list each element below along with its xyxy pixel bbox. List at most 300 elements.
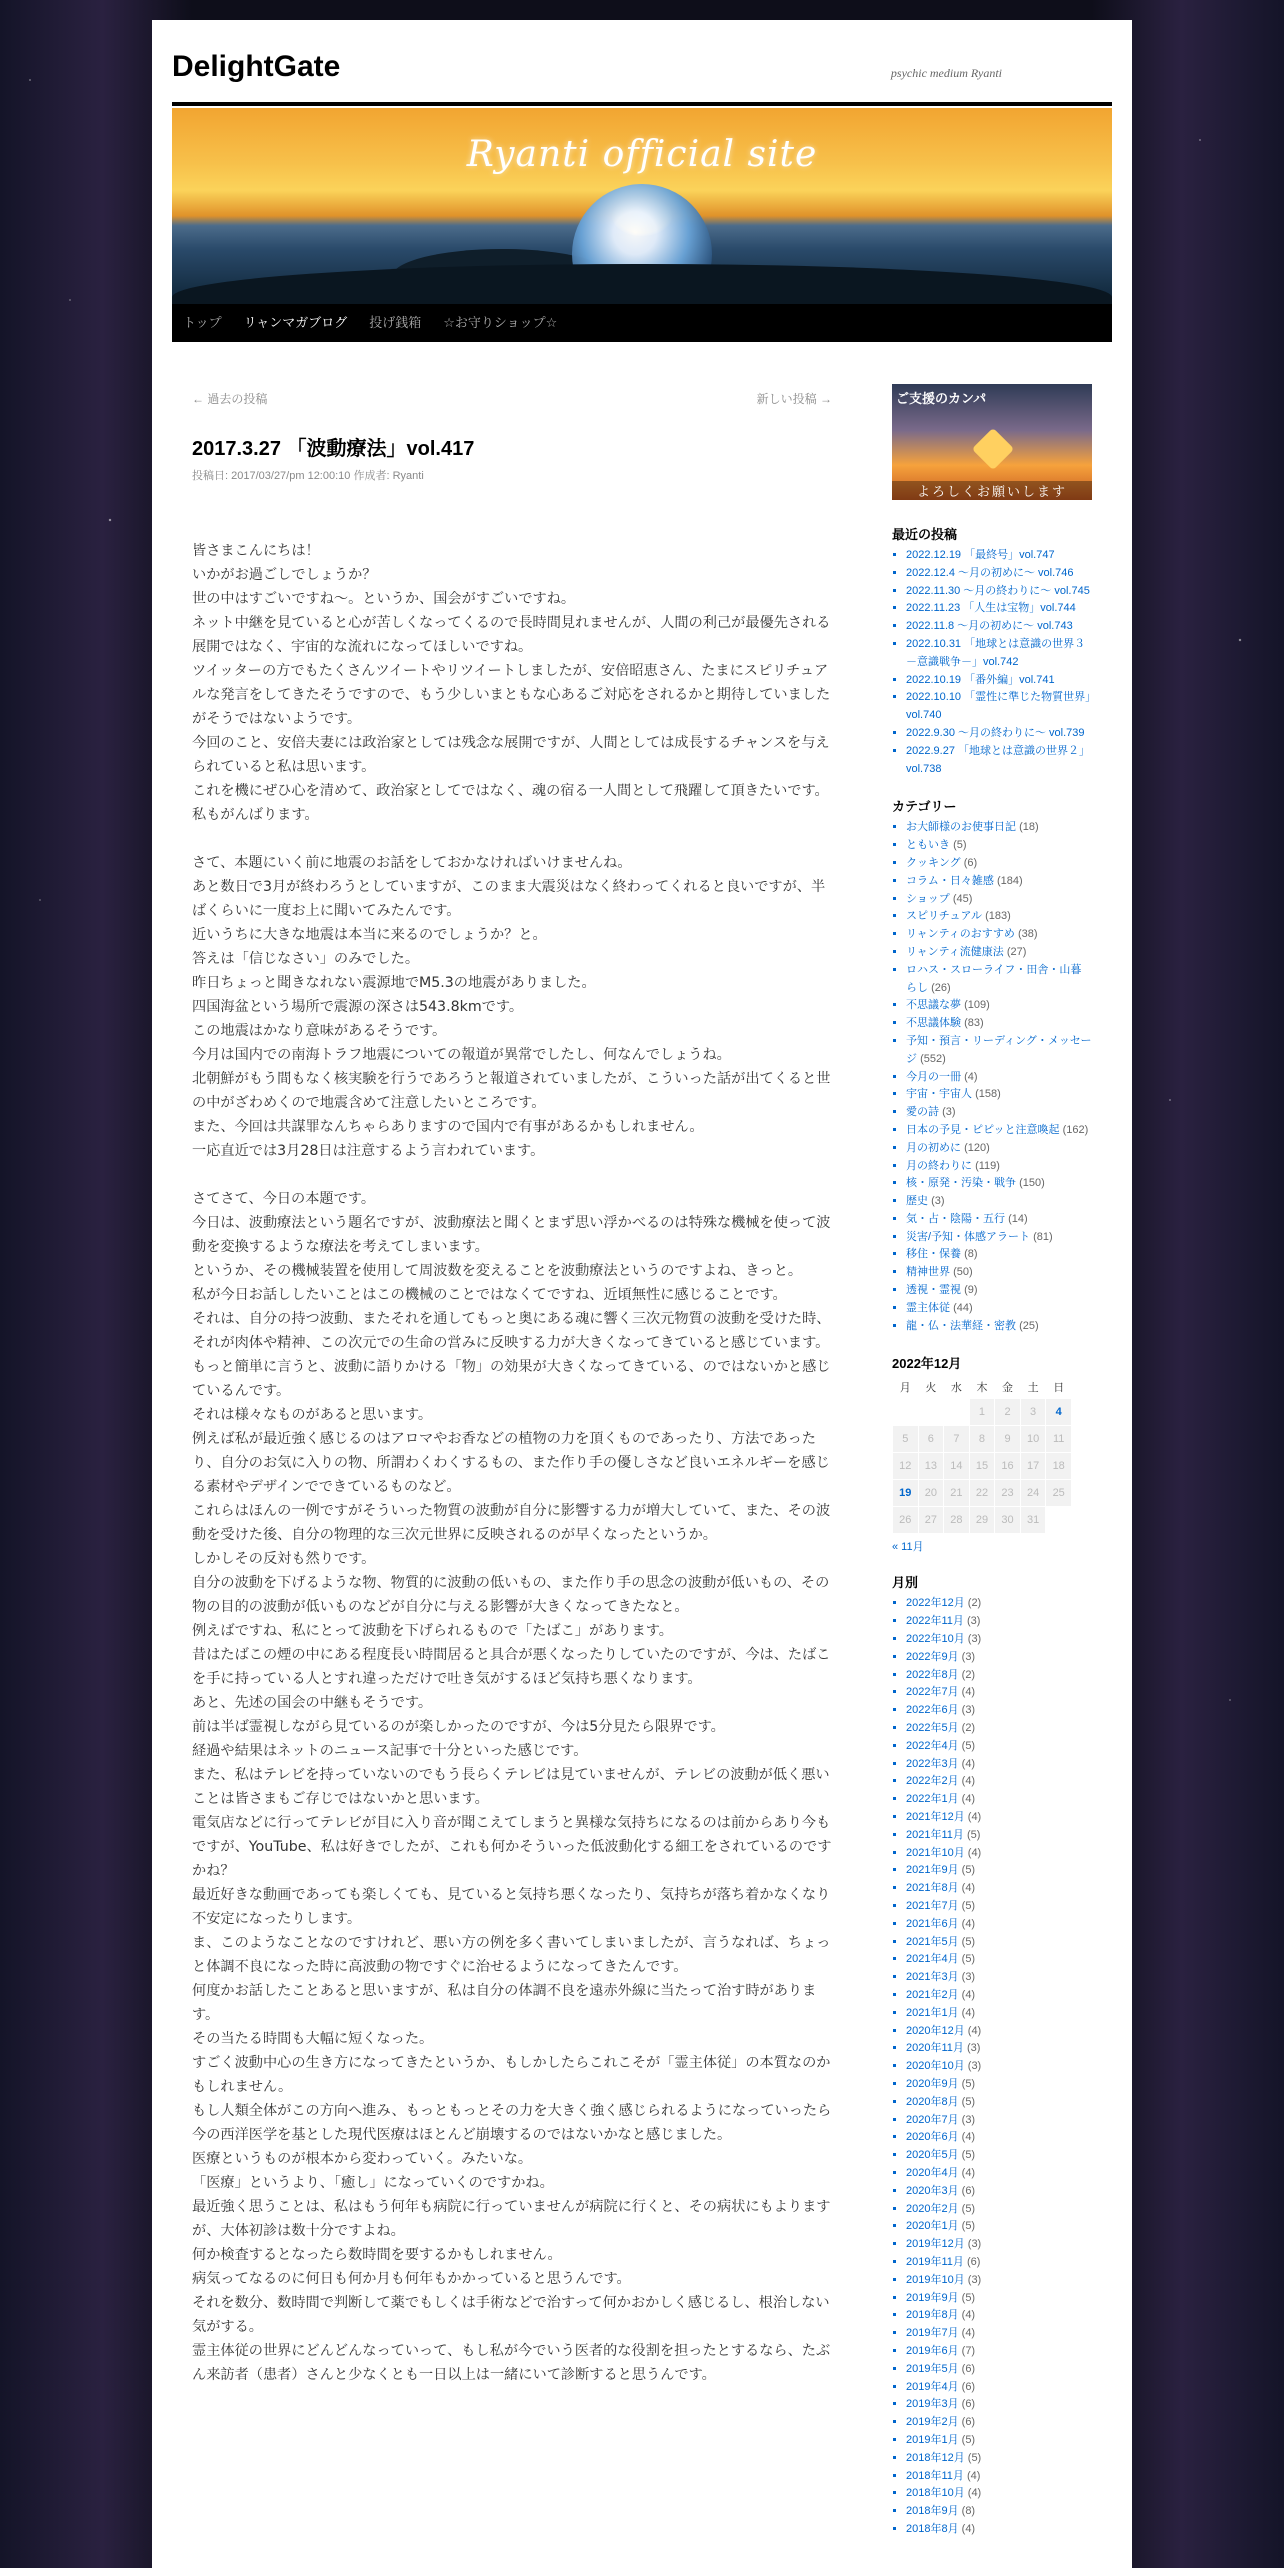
post-title: 2017.3.27 「波動療法」vol.417: [192, 438, 475, 460]
archive-item[interactable]: [906, 2094, 1092, 2112]
archive-count: (2): [967, 1597, 982, 1610]
archive-item[interactable]: [906, 2290, 1092, 2308]
category-count: (183): [985, 910, 1011, 923]
archive-item[interactable]: [906, 2112, 1092, 2130]
post-paragraph: 今回のこと、安倍夫妻には政治家としては残念な展開ですが、人間としては成長するチャンスを与えられていると私は思います。: [192, 735, 830, 775]
post-paragraph: ネット中継を見ていると心が苦しくなってくるので長時間見れませんが、人間の利己が最優先される展開ではなく、宇宙的な流れになってほしいですね。: [192, 615, 831, 655]
archive-count: (5): [961, 1864, 976, 1877]
calendar-day: 12: [893, 1453, 919, 1480]
archive-month[interactable]: 2019年9月: [906, 2291, 959, 2304]
calendar-weekday: 水: [950, 1382, 962, 1395]
archive-item[interactable]: [906, 2450, 1092, 2468]
category-item[interactable]: [906, 1140, 1092, 1158]
archive-item[interactable]: [906, 2272, 1092, 2290]
banner-ground: [172, 264, 1112, 304]
archive-item[interactable]: [906, 2503, 1092, 2521]
calendar-day: 27: [918, 1507, 944, 1534]
archive-month[interactable]: 2020年12月: [906, 2024, 965, 2037]
archive-count: (5): [961, 2433, 976, 2446]
archive-count: (3): [961, 1650, 976, 1663]
archive-item[interactable]: [906, 2218, 1092, 2236]
category-item[interactable]: [906, 1211, 1092, 1229]
archive-month[interactable]: 2018年11月: [906, 2469, 964, 2482]
archive-month[interactable]: 2021年11月: [906, 1828, 964, 1841]
archives-title: 月別: [892, 1575, 919, 1591]
archive-count: (2): [961, 1668, 976, 1681]
post-paragraph: 電気店などに行ってテレビが目に入り音が聞こえてしまうと異様な気持ちになるのは前からあり今もですが、YouTube、私は好きでしたが、これも何かそういった低波動化する細工をされているのですかね？: [192, 1815, 832, 1879]
post-paragraph: 病気ってなるのに何日も何か月も何年もかかっていると思うんです。: [192, 2271, 631, 2287]
category-item[interactable]: [906, 944, 1092, 962]
archive-month[interactable]: 2019年5月: [906, 2362, 959, 2375]
archive-item[interactable]: [906, 1987, 1092, 2005]
previous-post-link[interactable]: ← 過去の投稿: [192, 392, 268, 406]
category-item[interactable]: [906, 1122, 1092, 1140]
category-item[interactable]: [906, 1318, 1092, 1336]
calendar-day: 14: [944, 1453, 970, 1480]
category-name[interactable]: リャンティ流健康法: [906, 945, 1004, 958]
post-paragraph: 近いうちに大きな地震は本当に来るのでしょうか？と。: [192, 927, 547, 943]
category-name[interactable]: 月の終わりに: [906, 1159, 972, 1172]
post-paragraph: 自分の波動を下げるような物、物質的に波動の低いもの、また作り手の思念の波動が低いもの、その物の目的の波動が低いものなどが自分に与える影響が大きくなってきたなと。: [192, 1575, 830, 1615]
archive-month[interactable]: 2021年3月: [906, 1971, 959, 1984]
archive-item[interactable]: [906, 2307, 1092, 2325]
archive-month[interactable]: 2020年5月: [906, 2149, 959, 2162]
site-title[interactable]: DelightGate: [172, 50, 341, 83]
archive-month[interactable]: 2022年11月: [906, 1615, 964, 1628]
archive-count: (4): [961, 1775, 976, 1788]
calendar-day: 15: [969, 1453, 995, 1480]
calendar-day[interactable]: 4: [1046, 1399, 1072, 1426]
archive-item[interactable]: [906, 1880, 1092, 1898]
archive-month[interactable]: 2020年6月: [906, 2131, 959, 2144]
site-description: psychic medium Ryanti: [890, 66, 1002, 80]
category-item[interactable]: [906, 926, 1092, 944]
calendar-day: 20: [918, 1480, 944, 1507]
category-count: (109): [964, 999, 990, 1012]
archive-count: (5): [966, 1828, 981, 1841]
category-item[interactable]: [906, 891, 1092, 909]
category-count: (81): [1033, 1230, 1053, 1243]
archive-month[interactable]: 2018年12月: [906, 2451, 965, 2464]
post-paragraph: この地震はかなり意味があるそうです。: [192, 1023, 447, 1039]
archive-item[interactable]: [906, 1916, 1092, 1934]
archive-count: (4): [961, 2166, 976, 2179]
archive-count: (4): [967, 1811, 982, 1824]
category-name[interactable]: 気・占・陰陽・五行: [906, 1212, 1005, 1225]
archive-month[interactable]: 2022年10月: [906, 1633, 965, 1646]
category-item[interactable]: [906, 1193, 1092, 1211]
category-item[interactable]: [906, 1158, 1092, 1176]
nav-item[interactable]: リャンマガブログ: [243, 315, 348, 330]
archive-count: (5): [961, 2149, 976, 2162]
calendar-prev-month-link[interactable]: « 11月: [892, 1541, 924, 1554]
archive-item[interactable]: [906, 2521, 1092, 2539]
calendar-day: 23: [995, 1480, 1021, 1507]
archive-count: (2): [961, 1722, 976, 1735]
post-paragraph: これらはほんの一例ですがそういった物質の波動が自分に影響する力が増大していて、また、その波動を受けた後、自分の物理的な三次元世界に反映されるのが早くなったというか。: [192, 1503, 831, 1543]
category-name[interactable]: 歴史: [906, 1195, 928, 1208]
heart-icon: [972, 428, 1014, 470]
calendar-weekday: 木: [976, 1382, 988, 1395]
archive-count: (4): [961, 1686, 976, 1699]
recent-post-link[interactable]: ▪ 2022.9.30 ～月の終わりに～ vol.739: [906, 725, 1092, 743]
archive-item[interactable]: [906, 2076, 1092, 2094]
post-paragraph: 経過や結果はネットのニュース記事で十分といった感じです。: [192, 1743, 588, 1759]
archive-month[interactable]: 2020年8月: [906, 2095, 959, 2108]
archive-item[interactable]: [906, 2236, 1092, 2254]
archive-item[interactable]: [906, 2361, 1092, 2379]
archive-count: (5): [961, 2077, 976, 2090]
archive-item[interactable]: [906, 2432, 1092, 2450]
archive-item[interactable]: [906, 1951, 1092, 1969]
archive-month[interactable]: 2019年1月: [906, 2433, 959, 2446]
post-paragraph: もっと簡単に言うと、波動に語りかける「物」の効果が大きくなってきている、のではないかと感じているんです。: [192, 1359, 831, 1399]
recent-post-link[interactable]: ▪ 2022.9.27 「地球とは意識の世界２」vol.738: [906, 743, 1092, 779]
archive-month[interactable]: 2021年1月: [906, 2006, 959, 2019]
archive-item[interactable]: [906, 1684, 1092, 1702]
archive-count: (4): [961, 1793, 976, 1806]
archive-month[interactable]: 2022年4月: [906, 1739, 959, 1752]
archive-month[interactable]: 2021年6月: [906, 1917, 959, 1930]
archive-item[interactable]: [906, 2005, 1092, 2023]
archive-item[interactable]: [906, 2165, 1092, 2183]
archive-item[interactable]: [906, 1773, 1092, 1791]
category-item[interactable]: [906, 873, 1092, 891]
archive-month[interactable]: 2019年2月: [906, 2416, 959, 2429]
post-paragraph: いかがお過ごしでしょうか？: [192, 567, 377, 583]
calendar-day: 18: [1046, 1453, 1072, 1480]
category-name[interactable]: 不思議な夢: [906, 999, 961, 1012]
calendar-weekday: 日: [1053, 1382, 1065, 1395]
post-paragraph: というか、その機械装置を使用して周波数を変えることを波動療法というのですよね、きっと。: [192, 1263, 803, 1279]
post-paragraph: 例えば私が最近強く感じるのはアロマやお香などの植物の力を頂くものであったり、方法であったり、自分のお気に入りの物、所謂わくわくするもの、また作り手の優しさなど良いエネルギーを感じる素材やデザインでできているものなど。: [192, 1431, 830, 1495]
recent-post-link[interactable]: ▪ 2022.11.30 ～月の終わりに～ vol.745: [906, 583, 1092, 601]
next-post-link[interactable]: 新しい投稿 →: [756, 392, 832, 406]
archive-month[interactable]: 2022年5月: [906, 1722, 959, 1735]
archive-item[interactable]: [906, 1862, 1092, 1880]
archive-item[interactable]: [906, 1756, 1092, 1774]
archive-item[interactable]: [906, 2183, 1092, 2201]
post-paragraph: 医療というものが根本から変わっていく。みたいな。: [192, 2151, 533, 2167]
post-paragraph: 私もがんばります。: [192, 807, 319, 823]
archive-month[interactable]: 2020年10月: [906, 2060, 965, 2073]
archive-item[interactable]: [906, 2129, 1092, 2147]
archive-item[interactable]: [906, 2485, 1092, 2503]
post-paragraph: 今月は国内での南海トラフ地震についての報道が異常でしたし、何なんでしょうね。: [192, 1047, 731, 1063]
nav-item[interactable]: トップ: [183, 315, 222, 330]
post-date-link[interactable]: 2017/03/27/pm 12:00:10: [231, 470, 351, 482]
category-count: (120): [964, 1141, 990, 1154]
banner-rule: [172, 102, 1112, 106]
main-content: [192, 390, 832, 2387]
archive-item[interactable]: [906, 1667, 1092, 1685]
archive-month[interactable]: 2021年2月: [906, 1989, 959, 2001]
archive-item[interactable]: [906, 2023, 1092, 2041]
archive-month[interactable]: 2019年3月: [906, 2398, 959, 2411]
category-name[interactable]: コラム・日々雑感: [906, 874, 994, 887]
archive-item[interactable]: [906, 1649, 1092, 1667]
category-name[interactable]: 精神世界: [906, 1266, 950, 1279]
recent-posts-list: [892, 547, 1092, 778]
archive-month[interactable]: 2019年10月: [906, 2273, 965, 2286]
nav-item[interactable]: ☆お守りショップ☆: [443, 315, 558, 330]
archive-item[interactable]: [906, 1934, 1092, 1952]
category-name[interactable]: スピリチュアル: [906, 910, 983, 923]
category-name[interactable]: 月の初めに: [906, 1141, 961, 1154]
nav-item[interactable]: 投げ銭箱: [369, 315, 422, 330]
calendar-day: 28: [944, 1507, 970, 1534]
archive-item[interactable]: [906, 2147, 1092, 2165]
category-item[interactable]: [906, 908, 1092, 926]
recent-post-link[interactable]: ▪ 2022.10.10 「霊性に準じた物質世界」vol.740: [906, 689, 1092, 725]
archives-list: [892, 1595, 1092, 2538]
archive-month[interactable]: 2018年9月: [906, 2505, 959, 2518]
archive-month[interactable]: 2019年8月: [906, 2309, 959, 2322]
archive-month[interactable]: 2020年7月: [906, 2113, 959, 2126]
recent-post-link[interactable]: ▪ 2022.11.8 ～月の初めに～ vol.743: [906, 618, 1092, 636]
category-name[interactable]: お大師様のお使事日記: [906, 821, 1016, 834]
category-name[interactable]: ショップ: [906, 892, 950, 905]
archive-month[interactable]: 2020年4月: [906, 2166, 959, 2179]
archive-item[interactable]: [906, 1702, 1092, 1720]
archive-month[interactable]: 2019年11月: [906, 2255, 964, 2268]
category-name[interactable]: リャンティのおすすめ: [906, 928, 1015, 941]
archive-count: (6): [961, 2362, 976, 2375]
archive-month[interactable]: 2021年12月: [906, 1811, 965, 1824]
calendar-day: 2: [995, 1399, 1021, 1426]
archive-count: (4): [961, 1757, 976, 1770]
archive-count: (6): [961, 2184, 976, 2197]
post-paragraph: 最近好きな動画であっても楽しくても、見ていると気持ち悪くなったり、気持ちが落ち着かなくなり不安定になったりします。: [192, 1887, 831, 1927]
archive-month[interactable]: 2022年2月: [906, 1775, 959, 1788]
category-item[interactable]: [906, 962, 1092, 998]
archive-month[interactable]: 2020年9月: [906, 2077, 959, 2090]
archive-month[interactable]: 2022年7月: [906, 1686, 959, 1699]
archive-item[interactable]: [906, 1898, 1092, 1916]
archive-item[interactable]: [906, 1791, 1092, 1809]
archive-month[interactable]: 2018年8月: [906, 2522, 959, 2535]
archive-item[interactable]: [906, 2201, 1092, 2219]
archive-item[interactable]: [906, 2414, 1092, 2432]
archive-count: (5): [961, 2291, 976, 2304]
page-wrapper: [152, 20, 1132, 2568]
archive-count: (3): [961, 2113, 976, 2126]
archive-count: (5): [961, 1900, 976, 1913]
category-name[interactable]: ロハス・スローライフ・田舎・山暮らし: [906, 963, 1082, 994]
recent-post-link[interactable]: ▪ 2022.12.19 「最終号」vol.747: [906, 547, 1092, 565]
archive-item[interactable]: [906, 2396, 1092, 2414]
category-item[interactable]: [906, 1104, 1092, 1122]
calendar-day: 5: [893, 1426, 919, 1453]
category-item[interactable]: [906, 1015, 1092, 1033]
recent-post-link[interactable]: ▪ 2022.12.4 ～月の初めに～ vol.746: [906, 565, 1092, 583]
category-name[interactable]: クッキング: [906, 856, 961, 869]
archive-item[interactable]: [906, 1595, 1092, 1613]
archive-item[interactable]: [906, 2343, 1092, 2361]
archive-item[interactable]: [906, 1969, 1092, 1987]
calendar-day: 24: [1020, 1480, 1046, 1507]
calendar-widget: [892, 1353, 1092, 1554]
archive-count: (4): [966, 2469, 981, 2482]
post-paragraph: それは様々なものがあると思います。: [192, 1407, 433, 1423]
category-item[interactable]: [906, 1264, 1092, 1282]
category-count: (50): [953, 1266, 973, 1279]
archive-item[interactable]: [906, 2254, 1092, 2272]
category-name[interactable]: 日本の予見・ピピッと注意喚起: [906, 1123, 1060, 1136]
category-item[interactable]: [906, 1246, 1092, 1264]
category-item[interactable]: [906, 1229, 1092, 1247]
archive-item[interactable]: [906, 1631, 1092, 1649]
category-name[interactable]: 愛の詩: [906, 1106, 939, 1119]
archive-month[interactable]: 2022年1月: [906, 1793, 959, 1806]
support-banner[interactable]: [892, 384, 1092, 500]
category-count: (14): [1008, 1212, 1028, 1225]
category-item[interactable]: [906, 1033, 1092, 1069]
banner-title: Ryanti official site: [466, 134, 818, 175]
archive-item[interactable]: [906, 1738, 1092, 1756]
category-name[interactable]: 移住・保養: [906, 1248, 961, 1261]
category-item[interactable]: [906, 1300, 1092, 1318]
archive-month[interactable]: 2020年1月: [906, 2220, 959, 2233]
archive-count: (4): [961, 1989, 976, 2001]
archive-item[interactable]: [906, 2468, 1092, 2486]
archive-count: (8): [961, 2505, 976, 2518]
category-item[interactable]: [906, 1282, 1092, 1300]
category-name[interactable]: 宇宙・宇宙人: [906, 1088, 972, 1101]
post-paragraph: 今日は、波動療法という題名ですが、波動療法と聞くとまず思い浮かべるのは特殊な機械を使って波動を変換するような療法を考えてしまいます。: [192, 1215, 831, 1255]
category-name[interactable]: 災害/予知・体感アラート: [906, 1230, 1031, 1243]
recent-post-link[interactable]: ▪ 2022.11.23 「人生は宝物」vol.744: [906, 600, 1092, 618]
post-paragraph: ま、このようなことなのですけれど、悪い方の例を多く書いてしまいましたが、言うなれば、ちょっと体調不良になった時に高波動の物ですぐに治せるようになってきたんです。: [192, 1935, 831, 1975]
archive-count: (5): [967, 2451, 982, 2464]
archive-item[interactable]: [906, 1613, 1092, 1631]
calendar-day: 22: [969, 1480, 995, 1507]
archive-month[interactable]: 2021年9月: [906, 1864, 959, 1877]
category-count: (83): [964, 1017, 984, 1030]
post-paragraph: しかしその反対も然りです。: [192, 1551, 376, 1567]
archive-item[interactable]: [906, 1809, 1092, 1827]
support-banner-caption: よろしくお願いします: [892, 481, 1092, 500]
archive-count: (5): [961, 1739, 976, 1752]
archive-item[interactable]: [906, 2040, 1092, 2058]
archive-month[interactable]: 2022年9月: [906, 1650, 959, 1663]
calendar-title: 2022年12月: [892, 1356, 962, 1372]
archive-item[interactable]: [906, 1720, 1092, 1738]
archive-count: (3): [967, 2238, 982, 2251]
category-name[interactable]: 不思議体験: [906, 1017, 961, 1030]
categories-widget: [892, 796, 1092, 1335]
post-paragraph: 昔はたばこの煙の中にある程度長い時間居ると具合が悪くなったりしていたのですが、今は、たばこを手に持っている人とすれ違っただけで吐き気がするほど気持ち悪くなります。: [192, 1647, 831, 1687]
archive-count: (5): [961, 2095, 976, 2108]
archive-count: (5): [961, 1935, 976, 1948]
archive-month[interactable]: 2019年4月: [906, 2380, 959, 2393]
archive-month[interactable]: 2022年6月: [906, 1704, 959, 1717]
recent-posts-title: 最近の投稿: [892, 527, 958, 542]
category-item[interactable]: [906, 1086, 1092, 1104]
post-paragraph: これを機にぜひ心を清めて、政治家としてではなく、魂の宿る一人間として飛躍して頂きたいです。: [192, 783, 829, 799]
archive-count: (3): [967, 2060, 982, 2073]
post-paragraph: 「医療」というより、「癒し」になっていくのですかね。: [192, 2175, 554, 2191]
archive-month[interactable]: 2019年12月: [906, 2238, 965, 2251]
post-body: [192, 539, 832, 2387]
archive-month[interactable]: 2022年8月: [906, 1668, 959, 1681]
archive-month[interactable]: 2020年11月: [906, 2042, 964, 2055]
archive-item[interactable]: [906, 2379, 1092, 2397]
archive-count: (4): [967, 1846, 982, 1859]
archive-month[interactable]: 2018年10月: [906, 2487, 965, 2500]
archive-month[interactable]: 2021年5月: [906, 1935, 959, 1948]
category-name[interactable]: 予知・預言・リーディング・メッセージ: [906, 1034, 1092, 1065]
archive-count: (4): [967, 2024, 982, 2037]
archive-month[interactable]: 2019年7月: [906, 2327, 959, 2340]
post-paragraph: 霊主体従の世界にどんどんなっていって、もし私が今でいう医者的な役割を担ったとするなら、たぶん来訪者（患者）さんと少なくとも一日以上は一緒にいて診断すると思うんです。: [192, 2343, 831, 2383]
calendar-weekday: 月: [899, 1382, 911, 1395]
archive-count: (6): [961, 2380, 976, 2393]
archive-month[interactable]: 2021年4月: [906, 1953, 959, 1966]
category-name[interactable]: 核・原発・汚染・戦争: [906, 1177, 1016, 1190]
post-paragraph: ツイッターの方でもたくさんツイートやリツイートしましたが、安倍昭恵さん、たまにスピリチュアルな発言をしてきたそうですので、もう少しいまともな心あるご対応をされるかと期待していましたがそうではないようです。: [192, 663, 831, 727]
category-item[interactable]: [906, 1069, 1092, 1087]
archive-item[interactable]: [906, 2058, 1092, 2076]
calendar-day: 13: [918, 1453, 944, 1480]
archive-month[interactable]: 2020年2月: [906, 2202, 959, 2215]
category-name[interactable]: 霊主体従: [906, 1301, 950, 1314]
archive-month[interactable]: 2019年6月: [906, 2344, 959, 2357]
category-item[interactable]: [906, 855, 1092, 873]
post-paragraph: 何度かお話したことあると思いますが、私は自分の体調不良を遠赤外線に当たって治す時があります。: [192, 1983, 817, 2023]
calendar-day: 29: [969, 1507, 995, 1534]
archive-month[interactable]: 2021年8月: [906, 1882, 959, 1895]
archive-month[interactable]: 2020年3月: [906, 2184, 959, 2197]
archive-item[interactable]: [906, 2325, 1092, 2343]
archive-item[interactable]: [906, 1827, 1092, 1845]
post-paragraph: すごく波動中心の生き方になってきたというか、もしかしたらこれこそが「霊主体従」の本質なのかもしれません。: [192, 2055, 831, 2095]
post-paragraph: 北朝鮮がもう間もなく核実験を行うであろうと報道されていましたが、こういった話が出てくると世の中がざわめくので地震含めて注意したいところです。: [192, 1071, 831, 1111]
calendar-weekday: 金: [1002, 1382, 1014, 1395]
category-count: (3): [942, 1106, 956, 1119]
post-paragraph: 何か検査するとなったら数時間を要するかもしれません。: [192, 2247, 562, 2263]
category-name[interactable]: ともいき: [906, 839, 950, 852]
post-paragraph: [192, 1163, 832, 1187]
category-item[interactable]: [906, 837, 1092, 855]
recent-post-link[interactable]: ▪ 2022.10.31 「地球とは意識の世界３－意識戦争－」vol.742: [906, 636, 1092, 672]
category-item[interactable]: [906, 1175, 1092, 1193]
category-name[interactable]: 透視・霊視: [906, 1284, 961, 1297]
category-name[interactable]: 龍・仏・法華経・密教: [906, 1319, 1016, 1332]
recent-posts-widget: [892, 524, 1092, 778]
archive-month[interactable]: 2021年10月: [906, 1846, 965, 1859]
calendar-day[interactable]: 19: [893, 1480, 919, 1507]
category-item[interactable]: [906, 819, 1092, 837]
recent-post-link[interactable]: ▪ 2022.10.19 「番外編」vol.741: [906, 672, 1092, 690]
category-item[interactable]: [906, 997, 1092, 1015]
post-author-link[interactable]: Ryanti: [392, 470, 424, 482]
category-count: (162): [1062, 1123, 1089, 1136]
post-paragraph: [192, 827, 832, 851]
category-count: (552): [920, 1052, 946, 1065]
archive-item[interactable]: [906, 1845, 1092, 1863]
calendar-weekday: 土: [1027, 1382, 1039, 1395]
archive-month[interactable]: 2021年7月: [906, 1900, 959, 1913]
category-count: (18): [1019, 821, 1039, 834]
category-name[interactable]: 今月の一冊: [906, 1070, 961, 1083]
archive-month[interactable]: 2022年3月: [906, 1757, 959, 1770]
post-paragraph: 答えは「信じなさい」のみでした。: [192, 951, 420, 967]
archive-count: (3): [967, 1633, 982, 1646]
categories-list: [892, 819, 1092, 1335]
post-paragraph: 世の中はすごいですね～。というか、国会がすごいですね。: [192, 591, 576, 607]
archive-month[interactable]: 2022年12月: [906, 1597, 965, 1610]
